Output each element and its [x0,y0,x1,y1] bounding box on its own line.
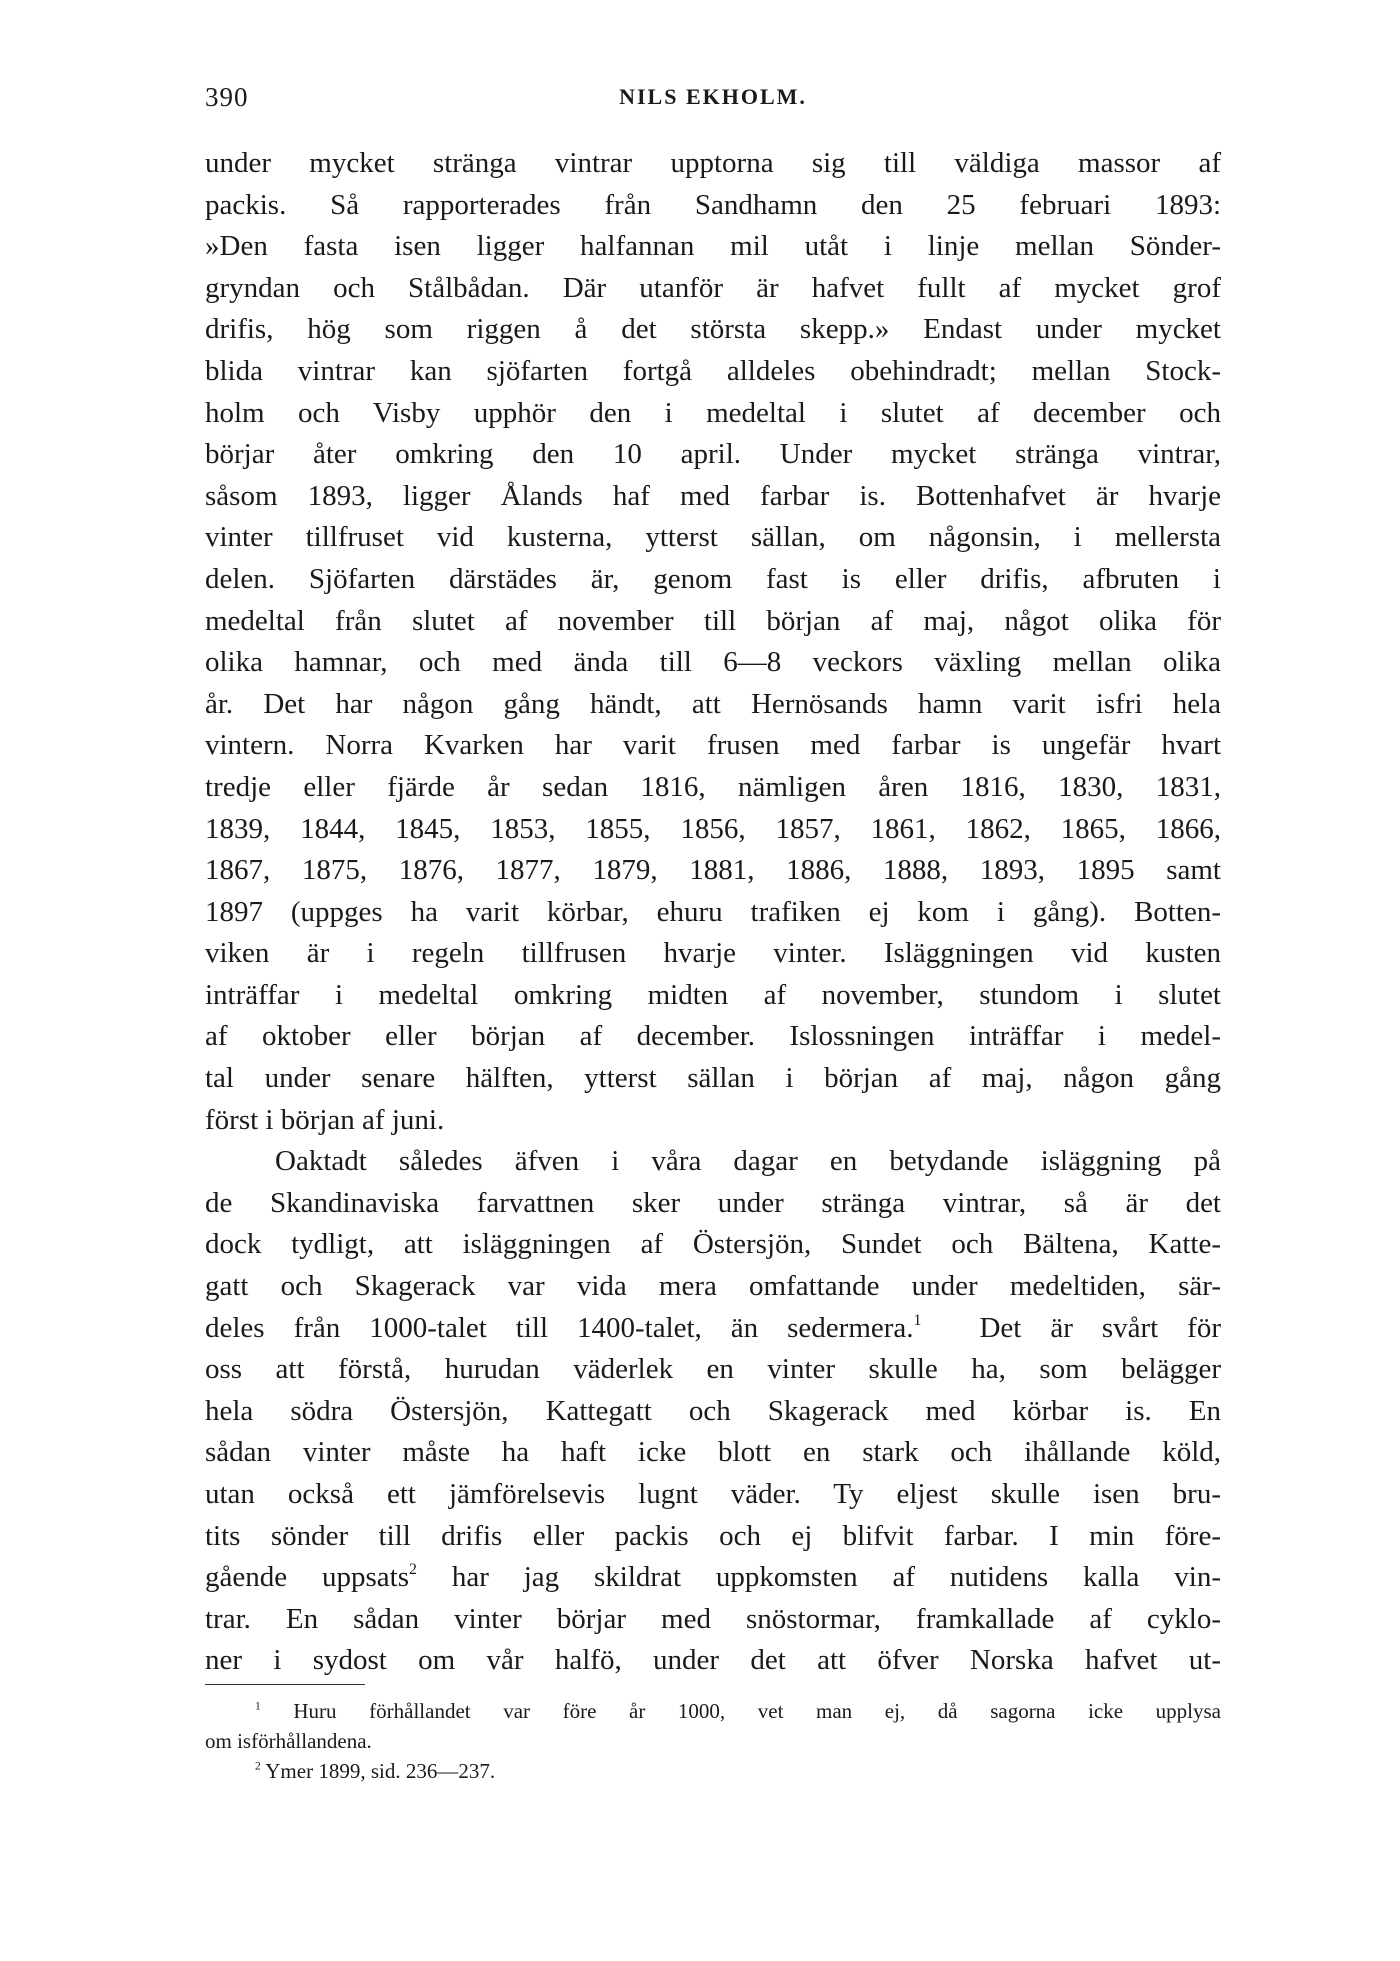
footnote-ref: 1 [913,1311,922,1329]
page-number: 390 [205,82,249,112]
text-line: tredje eller fjärde år sedan 1816, nämligen åren 1816, 1830, 1831, [205,770,1221,803]
footnote-text: Huru förhållandet var före år 1000, vet man ej, då sagorna icke upplysa [293,1699,1222,1723]
footnote-line: om isförhållandena. [205,1729,372,1753]
text-fragment: deles från 1000-talet till 1400-talet, än sedermera. [205,1311,914,1344]
text-line: Oaktadt således äfven i våra dagar en betydande isläggning på [275,1145,1221,1178]
footnote-marker: 2 [255,1760,261,1773]
page-header [205,82,1221,122]
text-line: vinter tillfruset vid kusterna, ytterst sällan, om någonsin, i mellersta [205,521,1221,554]
text-line: 1897 (uppges ha varit körbar, ehuru trafiken ej kom i gång). Botten- [205,895,1221,928]
text-line: ner i sydost om vår halfö, under det att öfver Norska hafvet ut- [205,1644,1221,1677]
text-line [205,1557,1221,1599]
text-line: 1867, 1875, 1876, 1877, 1879, 1881, 1886, 1888, 1893, 1895 samt [205,854,1221,887]
text-line: 1839, 1844, 1845, 1853, 1855, 1856, 1857, 1861, 1862, 1865, 1866, [205,812,1221,845]
text-line: tal under senare hälften, ytterst sällan i början af maj, någon gång [205,1062,1221,1095]
text-line: viken är i regeln tillfrusen hvarje vinter. Isläggningen vid kusten [205,937,1221,970]
text-line: de Skandinaviska farvattnen sker under stränga vintrar, så är det [205,1186,1221,1219]
text-fragment: Det är svårt för [979,1311,1221,1344]
text-line: vintern. Norra Kvarken har varit frusen med farbar is ungefär hvart [205,729,1221,762]
text-line: delen. Sjöfarten därstädes är, genom fast is eller drifis, afbruten i [205,562,1221,595]
text-fragment: gående uppsats [205,1561,409,1594]
running-head: NILS EKHOLM. [619,84,807,109]
footnote-line [205,1696,1221,1726]
text-line: medeltal från slutet af november till början af maj, något olika för [205,604,1221,637]
text-line: gryndan och Stålbådan. Där utanför är hafvet fullt af mycket grof [205,271,1221,304]
text-line: »Den fasta isen ligger halfannan mil utåt i linje mellan Sönder- [205,230,1221,263]
text-fragment: har jag skildrat uppkomsten af nutidens kalla vin- [451,1561,1221,1594]
footnote-line [205,1756,1221,1786]
text-line: börjar åter omkring den 10 april. Under mycket stränga vintrar, [205,438,1221,471]
text-line: dock tydligt, att isläggningen af Östersjön, Sundet och Bältena, Katte- [205,1228,1221,1261]
footnote-marker: 1 [255,1700,261,1713]
text-line: drifis, hög som riggen å det största skepp.» Endast under mycket [205,313,1221,346]
text-line: oss att förstå, hurudan väderlek en vinter skulle ha, som belägger [205,1353,1221,1386]
text-line [205,1308,1221,1350]
text-line: trar. En sådan vinter börjar med snöstormar, framkallade af cyklo- [205,1602,1221,1635]
text-line: år. Det har någon gång händt, att Hernösands hamn varit isfri hela [205,687,1221,720]
footnote-ref: 2 [408,1561,417,1579]
body-text [205,143,1221,1682]
text-line: tits sönder till drifis eller packis och ej blifvit farbar. I min före- [205,1519,1221,1552]
footnotes [205,1696,1221,1786]
text-line: utan också ett jämförelsevis lugnt väder. Ty eljest skulle isen bru- [205,1478,1221,1510]
text-line: gatt och Skagerack var vida mera omfattande under medeltiden, sär- [205,1270,1221,1303]
text-line: sådan vinter måste ha haft icke blott en stark och ihållande köld, [205,1436,1221,1469]
text-line: holm och Visby upphör den i medeltal i slutet af december och [205,396,1221,429]
text-line: såsom 1893, ligger Ålands haf med farbar is. Bottenhafvet är hvarje [205,479,1221,512]
text-line: hela södra Östersjön, Kattegatt och Skagerack med körbar is. En [205,1394,1221,1427]
footnote-divider [205,1684,365,1685]
text-line: blida vintrar kan sjöfarten fortgå alldeles obehindradt; mellan Stock- [205,354,1221,387]
text-line: under mycket stränga vintrar upptorna sig till väldiga massor af [205,147,1221,179]
text-line: packis. Så rapporterades från Sandhamn den 25 februari 1893: [205,188,1221,221]
text-line: först i början af juni. [205,1103,445,1136]
text-line: olika hamnar, och med ända till 6—8 veckors växling mellan olika [205,646,1221,679]
footnote-text: Ymer 1899, sid. 236—237. [265,1759,496,1783]
text-line: af oktober eller början af december. Islossningen inträffar i medel- [205,1020,1221,1053]
text-line: inträffar i medeltal omkring midten af november, stundom i slutet [205,978,1221,1011]
